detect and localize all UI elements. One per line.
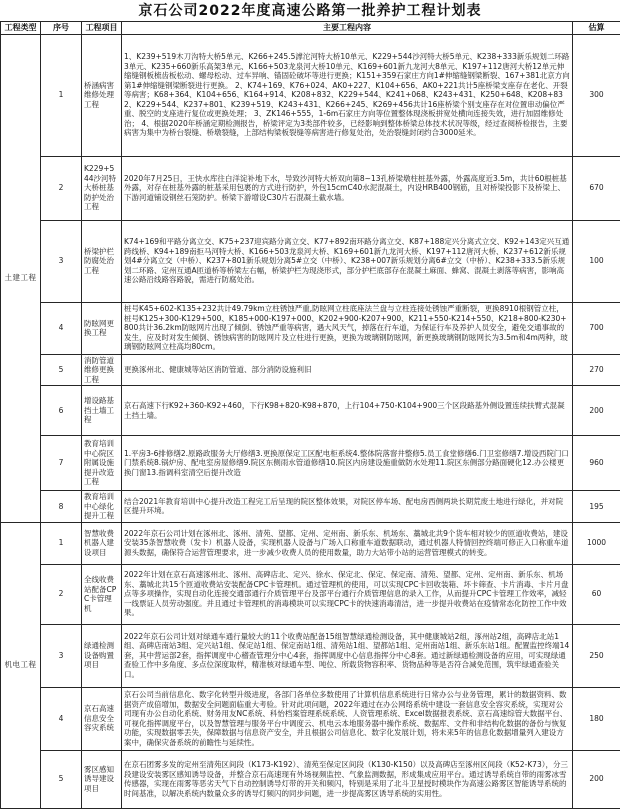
category-cell-civil: 土建工程 (1, 34, 41, 522)
table-row (1, 302, 620, 354)
estimate-value: 200 (573, 386, 620, 436)
table-row (1, 386, 620, 436)
header-type: 工程类型 (1, 22, 41, 35)
row-number: 2 (41, 564, 82, 624)
estimate-value: 270 (573, 354, 620, 386)
project-name: K229+544沙河特大桥桩基防护处治工程 (82, 156, 122, 220)
estimate-value: 700 (573, 302, 620, 354)
project-content: 2022年京石公司计划在涿州北、涿州、清苑、望都、定州、定州南、新乐东、机场东、藁城北共9个货车相对较少的匝道收费站，建设安装35条智慧收费（发卡）机器人设备，实现机器人设备与广场入口称重车道数据联动，通过机器人特情回控终端可修正入口称重车道源头数据，确保符合运营管理要求，进一步减少收费人员的使用数量，助力大站带小站的运营管理模式的转变。 (122, 522, 573, 564)
estimate-value: 180 (573, 687, 620, 750)
project-content: 2022年计划在京石高速涿州北、涿州、高碑店北、定兴、徐水、保定北、保定、保定南、清苑、望都、定州、定州南、新乐东、机场东、藁城北共15个匝道收费站安装配备CPC卡管理机。通过管理机的使用，可以实现CPC卡回收装箱、坏卡筛查、卡片消毒、卡片月盘点等多项操作，实现自动化连接交通部通行介质管理平台及部平台通行介质管理信息的录入工作，从而提升CPC卡管理工作效率，减轻一线票证人员劳动强度。并且通过卡管理机的消毒模块可以实现CPC卡的快速消毒清洁，进一步提升收费站在疫情常态化防控工作中效果。 (122, 564, 573, 624)
project-name: 教育培训中心院区附属设施提升改造工程 (82, 436, 122, 491)
table-row (1, 564, 620, 624)
table-row (1, 436, 620, 491)
header-no: 序号 (41, 22, 82, 35)
row-number: 6 (41, 386, 82, 436)
project-content: 桩号K45+602-K135+232共计49.79km立柱锈蚀严重,防眩网立柱底座法兰盘与立柱连接处锈蚀严重断裂，更换8910根钢管立柱，桩号K125+300-K129+500、K185+000-K197+000、K202+900-K207+900、K211+550-K214+550、K218+800-K230+800共计36.2km防眩网片出现了倾倒、锈蚀严重等病害，遇大风天气，掉落在行车道，为保证行车及养护人员安全，避免交通事故的发生，应及时对发生倾倒、锈蚀病害的防眩网片及立柱进行更换，更换为玻璃钢防眩网，新更换玻璃钢防眩网长为3.5m和4m两种，玻璃钢防眩网立柱高均80cm。 (122, 302, 573, 354)
row-number: 4 (41, 687, 82, 750)
row-number: 7 (41, 436, 82, 491)
row-number: 8 (41, 491, 82, 523)
table-row (1, 34, 620, 156)
project-name: 增设路基挡土墙工程 (82, 386, 122, 436)
project-content: 在京石团雾多发的定州至清苑区间段（K173-K192）、清苑至保定区间段（K130-K150）以及高碑店至涿州区间段（K52-K73），分三段建设安装雾区感知诱导设备，并整合京石高速现有外场视频监控、气象监测数据，形成集成应用平台。通过诱导系统自带的雨雾冰雪传感器，实现在雨雾等恶劣天气下自动控制诱导灯带的开关和频闪，特别是采用了北斗卫星授时模块作为高速公路雾区智能诱导系统的时间基准，以解决系统内数量众多的诱导灯频闪的同步问题，进一步提高雾区诱导系统的实用性。 (122, 750, 573, 808)
project-content: 京石高速下行K92+360-K92+460，下行K98+820-K98+870，上行104+750-K104+900三个区段路基外侧设置连续扶臂式混凝土挡土墙。 (122, 386, 573, 436)
project-name: 桥梁护栏防腐处治工程 (82, 220, 122, 302)
project-name: 京石高速信息安全容灾系统 (82, 687, 122, 750)
project-content: 2020年7月25日，王快水库往白洋淀补地下水，导致沙河特大桥双向第8~13孔桥梁墩柱桩基外露，外露高度近3.5m，共计60根桩基外露，对存在桩基外露的桩基采用包裹的方式进行防护，外包15cmC40水泥混凝土，内设HRB400钢筋，且对桥梁投影下及桥梁上、下游河道铺设钢丝石笼防护。桥梁下游增设C30片石混凝土截水墙。 (122, 156, 573, 220)
project-content: 1.平房3-6排修缮2.原路政服务大厅修缮3.更换原保定工区配电柜系统4.整体院落窨井整修5.员工食堂修缮6.门卫室修缮7.增设西院门口门禁系统8.锅炉房、配电室房屋修缮9.院区东侧雨水管道修缮10.院区内房建设施重做防水处理11.院区东侧部分路面硬化12.办公楼更换门窗13.指调科室清空后提升改造 (122, 436, 573, 491)
estimate-value: 195 (573, 491, 620, 523)
row-number: 2 (41, 156, 82, 220)
project-name: 防眩网更换工程 (82, 302, 122, 354)
project-name: 雾区感知诱导建设项目 (82, 750, 122, 808)
row-number: 1 (41, 522, 82, 564)
project-content: 2022年京石公司计划对绿通车通行量较大的11个收费站配备15组智慧绿通检测设备，其中健康城站2组，涿州站2组，高碑店北站1组、高碑店南站3组、定兴站1组、保定站1组、保定南站1组、清苑站1组、望都站1组、定州南站1组、新乐东站1组。配置监控终端14套，其中营运部2套，指挥调度中心稽查管理分中心4套，指挥调度中心信息指挥分中心8套。通过新绿通检测设备的应用，可实现绿通查验工作中多角度、多点位深度取样，精准核对绿通车型、吨位、所载货物容积率、货物品种等是否符合减免范围，筑牢绿通查验关口。 (122, 624, 573, 687)
row-number: 5 (41, 354, 82, 386)
estimate-value: 1000 (573, 522, 620, 564)
header-project: 工程项目 (82, 22, 122, 35)
project-name: 智慧收费机器人建设项目 (82, 522, 122, 564)
table-row (1, 491, 620, 523)
table-row (1, 354, 620, 386)
project-content: 1、K239+519木刀沟特大桥5单元、K266+245.5滹沱河特大桥10单元、K229+544沙河特大桥5单元、K238+333新乐规划二环路3单元、K235+660新乐高架3单元、K166+503龙泉河大桥10单元、K169+601新九龙河大8单元、K197+112唐河大桥12单元伸缩缝钢板梳齿板松动、螺母松动、过车异响、锚固砼破坏等进行更换；K151+359石家庄方向1#伸缩缝钢梁断裂、167+381北京方向第1#伸缩缝钢梁断裂进行更换。 2、K74+169、K76+024、AK0+227、K104+656、AK0+221共计5座桥梁支座存在老化、开裂等病害；K68+364、K104+656、K164+914、K208+832、K229+544、K241+068、K243+431、K250+648、K208+832、K229+544、K237+801、K239+519、K243+431、K266+245、K269+456共计16座桥梁个别支座存在对位置串动偏位严重、脱空的支座进行复位或更换处理； 3、ZK146+555，1-6m石家庄方向等位置整体现浇板拼宽处横向连接失效，进行加固维修处治； 4、根据2020年桥涵定期检测报告，桥梁评定为3类部件较多，已经影响到整体桥梁总体技术状况等级，经过查阅桥检报告，主要病害为集中为桥台裂缝、桥墩裂缝，上部结构梁板裂缝等病害进行修复处治，处治裂缝封闭约合3000延米。 (122, 34, 573, 156)
estimate-value: 100 (573, 220, 620, 302)
row-number: 4 (41, 302, 82, 354)
project-name: 桥涵病害维修处理工程 (82, 34, 122, 156)
category-cell-mechanical: 机电工程 (1, 522, 41, 808)
table-row (1, 220, 620, 302)
row-number: 1 (41, 34, 82, 156)
project-content: 更换涿州北、健康城等站区消防管道、部分消防设施利旧 (122, 354, 573, 386)
project-name: 教育培训中心绿化提升工程 (82, 491, 122, 523)
page-title: 京石公司2022年度高速公路第一批养护工程计划表 (0, 0, 620, 21)
project-content: 结合2021年教育培训中心提升改造工程完工后呈现的院区整体效果，对院区停车场、配电房西侧两块长期荒废土地进行绿化，并对院区提升环境。 (122, 491, 573, 523)
estimate-value: 960 (573, 436, 620, 491)
project-name: 消防管道维修更换工程 (82, 354, 122, 386)
table-row (1, 687, 620, 750)
estimate-value: 300 (573, 34, 620, 156)
project-name: 全线收费站配备CPC卡管理机 (82, 564, 122, 624)
estimate-value: 200 (573, 750, 620, 808)
row-number: 5 (41, 750, 82, 808)
estimate-value: 60 (573, 564, 620, 624)
row-number: 3 (41, 624, 82, 687)
row-number: 3 (41, 220, 82, 302)
project-content: K74+169和平路分离立交、K75+237迎宾路分离立交、K77+892南环路分离立交、K87+188定兴分离式立交、K92+143定兴互通跨线桥、K94+189南拒马河特大桥、K166+503龙泉河大桥、K169+601新九龙河大桥、K197+112唐河大桥、K237+612新乐规划4#分离立交（中桥）、K237+801新乐规划分离5#立交（中桥）、K238+007新乐规划分离6#立交（中桥）、K238+333.5新乐规划二环路、定州互通A匝道桥等桥梁左右幅，桥梁护栏为现浇形式，部分护栏底部存在混凝土麻面、蜂窝、混凝土剥落等病害，影响高速公路沿线路容路貌，需进行防腐处治。 (122, 220, 573, 302)
table-row (1, 156, 620, 220)
header-estimate: 估算 (573, 22, 620, 35)
table-row (1, 522, 620, 564)
header-row (1, 22, 620, 35)
estimate-value: 250 (573, 624, 620, 687)
header-content: 主要工程内容 (122, 22, 573, 35)
maintenance-plan-table (0, 21, 620, 809)
table-row (1, 750, 620, 808)
project-content: 京石公司当前信息化、数字化转型升级进度，各部门各单位多数使用了计算机信息系统进行日常办公与业务管理，累计的数据资料、数据资产成倍增加，数据安全问题面临重大考验。针对此项问题，2022年通过在办公网络系统中建设一套信息安全容灾系统，实现对公司现有办公自动化系统、财务用友NC系统、科怡档案管理系统系统、人资管理系统、Excel数据报表系统、京石高速综管大数据平台、可视化指挥调度平台，以及智慧管理与服务平台中调度云、机电云本地服务器中操作系统、数据库、文件和非结构化数据的备份与恢复功能，实现数据零丢失，保障数据与信息资产安全，并且根据公司信息化、数字化发展计划，将未来5年的信息化数据增量列入建设方案中，确保灾备系统的前瞻性与延续性。 (122, 687, 573, 750)
project-name: 绿通检测设备购置项目 (82, 624, 122, 687)
table-row (1, 624, 620, 687)
estimate-value: 670 (573, 156, 620, 220)
